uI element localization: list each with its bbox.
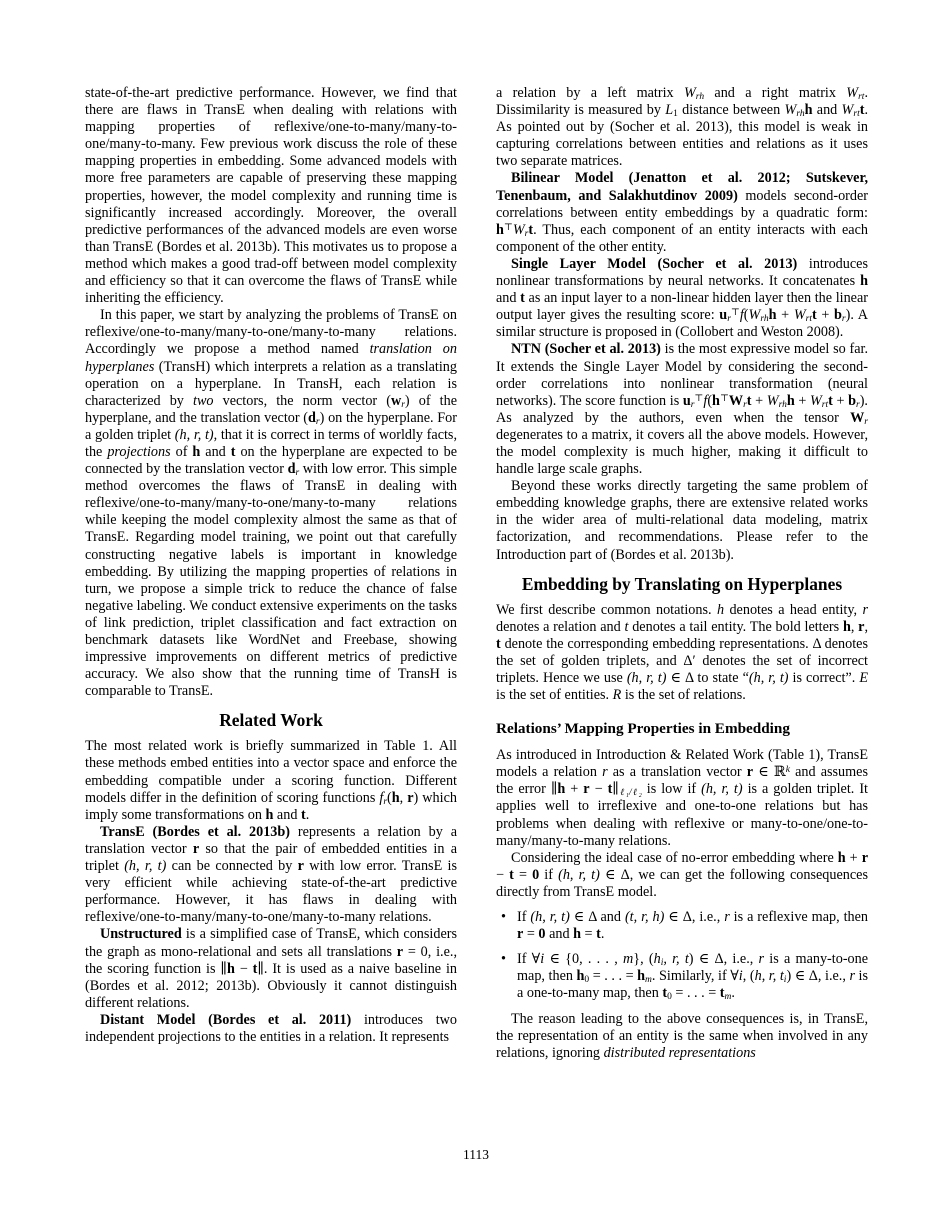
text-run: h: [391, 789, 400, 806]
text-run: rh: [778, 399, 787, 410]
text-run: ) on the hyperplane. For a golden triplet: [85, 409, 458, 443]
bullet-marker: •: [501, 951, 506, 968]
text-run: (h, r, t): [530, 909, 570, 926]
text-run: and: [812, 102, 842, 119]
text-run: r: [849, 968, 855, 985]
text-run: h: [557, 781, 566, 798]
text-run: on the hyperplane are expected to be connected by the translation vector: [85, 443, 457, 478]
text-run: , that it is correct in terms of worldly facts, the: [85, 426, 458, 460]
text-run: t: [828, 392, 833, 409]
text-run: h: [804, 102, 813, 119]
text-run: t: [624, 618, 629, 635]
text-run: and: [200, 443, 231, 460]
text-run: r: [727, 314, 731, 325]
text-run: ) of the hyperplane, and the translation vector (: [85, 392, 457, 426]
text-run: }, (: [633, 951, 654, 968]
text-run: ⊤: [694, 393, 704, 404]
text-run: t: [520, 290, 525, 307]
text-run: ∈ ℝ: [753, 764, 786, 781]
text-run: i: [660, 958, 664, 969]
text-run: represents a relation by a translation vector: [85, 823, 457, 857]
text-run: (: [743, 307, 749, 324]
text-run: (TransH) which interprets a relation as a translating operation on a hyperplane. In TransH, each relation is characterized by: [85, 358, 457, 409]
text-run: rt: [821, 399, 829, 410]
text-run: r: [861, 849, 868, 866]
paragraph: [85, 85, 457, 307]
text-run: is the set of relations.: [621, 687, 746, 704]
text-run: r: [841, 314, 846, 325]
text-run: two: [193, 392, 214, 409]
text-run: R: [612, 687, 622, 704]
text-run: Unstructured: [100, 926, 182, 943]
text-run: The reason leading to the above consequences is, in TransE, the representation of an entity is the same when involved in any relations, ignoring: [496, 1010, 868, 1061]
paragraph: [85, 307, 457, 700]
text-run: h: [573, 926, 581, 943]
text-run: state-of-the-art predictive performance. However, we find that there are flaws in TransE when dealing with relations with mapping properties of reflexive/one-to-many/many-to-one/many-to-many. Few previous work discuss the role of these mapping properties in embedding. Some advanced models with more free parameters are capable of preserving these mapping properties, however, the model complexity and running time is significantly increased accordingly. Moreover, the overall predictive performances of the advanced models are even worse than TransE (Bordes et al. 2013b). This motivates us to propose a method which makes a good trad-off between model complexity and efficiency so that it can overcome the flaws of TransE while inheriting the efficiency.: [85, 85, 457, 307]
text-run: ): [413, 789, 419, 806]
text-run: r: [690, 399, 695, 410]
text-run: , r, t: [663, 951, 689, 968]
text-run: t: [230, 443, 236, 460]
text-run: , (: [742, 968, 755, 985]
text-run: t: [746, 392, 752, 409]
text-run: can be connected by: [166, 858, 298, 875]
text-run: h: [637, 968, 646, 985]
text-run: m: [724, 992, 732, 1003]
text-run: ⊤: [719, 393, 729, 404]
text-run: . Thus, each component of an entity interacts with each component of the other entity.: [496, 221, 868, 255]
text-run: 0: [538, 926, 546, 943]
text-run: ∈ {0, . . . ,: [544, 951, 624, 968]
text-run: r: [758, 951, 765, 968]
text-run: r: [407, 789, 414, 806]
text-run: +: [794, 392, 810, 409]
text-run: rh: [760, 314, 769, 325]
text-run: t: [719, 985, 725, 1002]
text-run: models second-order correlations between entity embeddings by a quadratic form:: [496, 187, 869, 221]
text-run: 0: [584, 975, 590, 986]
text-run: (: [387, 789, 392, 806]
text-run: b: [834, 307, 842, 324]
text-run: ,: [399, 789, 408, 806]
text-run: Bilinear Model (Jenatton et al. 2012; Sutskever, Tenenbaum, and Salakhutdinov 2009): [496, 170, 868, 204]
text-run: ) ∈ Δ, i.e.,: [786, 968, 850, 985]
text-run: 0: [667, 992, 672, 1003]
text-run: is a one-to-many map, then: [517, 968, 869, 1002]
text-run: h: [837, 849, 846, 866]
text-run: t: [859, 102, 865, 119]
text-run: If ∀: [517, 951, 541, 968]
text-run: with low error. TransE is very efficient while achieving state-of-the-art predictive performance. However, it has flaws in dealing with reflexive/one-to-many/many-to-one/many-to-many relations.: [85, 858, 458, 926]
text-run: degenerates to a matrix, it covers all the above models. However, the model complexity is much higher, making it difficult to handle large scale graphs.: [496, 426, 868, 478]
text-run: h: [653, 951, 661, 968]
text-run: W: [850, 409, 865, 426]
text-run: +: [832, 392, 849, 409]
text-run: . Dissimilarity is measured by: [496, 85, 868, 119]
text-run: r: [602, 764, 608, 781]
section-heading: [496, 574, 868, 595]
text-run: Considering the ideal case of no-error embedding where: [511, 849, 838, 866]
text-run: (t, r, h): [624, 909, 665, 926]
text-run: ℓ₁/ℓ₂: [618, 788, 642, 799]
left-column: [85, 85, 457, 1046]
text-run: We first describe common notations.: [496, 601, 717, 618]
text-run: and assumes the error ∥: [496, 764, 868, 798]
text-run: .: [305, 806, 310, 823]
text-run: ∈ Δ, i.e.,: [664, 909, 725, 926]
text-run: +: [845, 849, 862, 866]
text-run: W: [748, 307, 761, 324]
text-run: h: [842, 618, 851, 635]
paragraph: [496, 85, 868, 170]
text-run: t: [496, 635, 501, 652]
page-number: 1113: [463, 1147, 489, 1162]
text-run: Beyond these works directly targeting the same problem of embedding knowledge graphs, there are extensive related works in the wider area of multi-relational data modeling, matrix factorization, and recommendations. Please refer to the Introduction part of (Bordes et al. 2013b).: [496, 478, 868, 563]
text-run: translation on hyperplanes: [85, 341, 457, 375]
paragraph: [496, 256, 868, 341]
text-run: (h, r, t): [701, 781, 743, 798]
text-run: As introduced in Introduction & Related Work (Table 1), TransE models a relation: [496, 747, 868, 781]
text-run: if: [539, 866, 559, 883]
text-run: t: [300, 806, 306, 823]
text-run: +: [751, 392, 767, 409]
text-run: r: [401, 399, 405, 410]
text-run: rh: [695, 92, 705, 103]
text-run: W: [809, 392, 822, 409]
text-run: In this paper, we start by analyzing the problems of TransE on reflexive/one-to-many/many-to-one/many-to-many relations. Accordingly we propose a method named: [85, 307, 457, 358]
right-column: [496, 85, 868, 1062]
text-run: so that the pair of embedded entities in a triplet: [85, 840, 457, 875]
text-run: t: [596, 926, 601, 943]
text-run: introduces two independent projections to the entities in a relation. It represents: [85, 1011, 457, 1045]
text-run: w: [390, 392, 402, 409]
text-run: rt: [805, 314, 812, 325]
text-run: ∈ Δ and: [569, 909, 625, 926]
text-run: W: [846, 85, 859, 101]
text-run: ∈ Δ to state “: [666, 670, 749, 686]
text-run: is correct”.: [788, 670, 860, 686]
text-run: Distant Model (Bordes et al. 2011): [100, 1011, 352, 1028]
text-run: i: [540, 951, 545, 968]
text-run: d: [308, 409, 316, 426]
text-run: u: [719, 307, 728, 324]
paragraph: [496, 478, 868, 563]
text-run: distance between: [677, 102, 785, 119]
text-run: L: [665, 102, 674, 119]
text-run: is low if: [641, 781, 702, 798]
text-run: m: [645, 975, 652, 986]
text-run: m: [623, 951, 634, 968]
text-run: and: [273, 806, 301, 823]
text-run: r: [864, 416, 868, 427]
text-run: The most related work is briefly summarized in Table 1. All these methods embed entities into a vector space and enforce the embedding compatible under a scoring function. Different models differ in the definition of scoring functions: [85, 738, 457, 806]
text-run: k: [785, 765, 790, 776]
text-run: r: [743, 399, 747, 410]
text-run: ) ∈ Δ, i.e.,: [688, 951, 759, 968]
paragraph: [496, 602, 868, 705]
text-run: a relation by a left matrix: [496, 85, 684, 101]
text-run: f: [703, 392, 708, 409]
text-run: r: [746, 764, 754, 781]
text-run: r: [583, 781, 590, 798]
text-run: as an input layer to a non-linear hidden layer then the linear output layer gives the resulting score:: [496, 290, 868, 324]
text-run: ∥. It is used as a naive baseline in (Bordes et al. 2012; 2013b). Obviously it cannot distinguish different relations.: [85, 960, 457, 1011]
paragraph: [85, 738, 457, 823]
text-run: =: [581, 926, 597, 943]
text-run: t: [662, 985, 668, 1002]
text-run: is a many-to-one map, then: [517, 951, 869, 985]
text-run: = 0, i.e., the scoring function is ∥: [85, 943, 457, 977]
text-run: ). As analyzed by the authors, even when the tensor: [496, 392, 868, 426]
text-run: rt: [858, 92, 865, 103]
text-run: r: [396, 943, 404, 960]
text-run: W: [512, 221, 525, 238]
bullet-item: [496, 909, 868, 943]
text-run: −: [234, 960, 253, 977]
text-run: =: [523, 926, 539, 943]
paragraph: [496, 341, 868, 478]
text-run: t: [607, 781, 613, 798]
text-run: vectors, the norm vector (: [213, 392, 391, 409]
text-run: denotes a tail entity. The bold letters: [628, 618, 843, 635]
text-run: +: [565, 781, 584, 798]
text-run: t: [811, 307, 817, 324]
paragraph: [496, 170, 868, 255]
text-run: t: [509, 866, 514, 883]
text-run: r: [315, 416, 320, 427]
text-run: and: [545, 926, 574, 943]
text-run: ∈ Δ, we can get the following consequences directly from TransE model.: [496, 866, 868, 900]
text-run: rt: [853, 109, 860, 120]
text-run: is a reflexive map, then: [729, 909, 869, 926]
text-run: h: [716, 601, 725, 618]
text-run: introduces nonlinear transformations by neural networks. It concatenates: [496, 255, 868, 290]
text-run: r: [856, 399, 860, 410]
text-run: ⊤: [503, 222, 513, 233]
text-run: (h, r, t): [174, 426, 214, 443]
text-run: h: [576, 968, 585, 985]
text-run: i: [783, 975, 787, 986]
text-run: which imply some transformations on: [85, 789, 457, 823]
text-run: denotes a head entity,: [724, 601, 863, 618]
text-run: −: [589, 781, 608, 798]
paragraph: [496, 850, 868, 901]
text-run: (: [707, 392, 713, 409]
text-run: = . . . =: [589, 968, 638, 985]
text-run: . As pointed out by (Socher et al. 2013), this model is weak in capturing correlations between entities and relations as it uses two separate matrices.: [496, 102, 868, 170]
text-run: i: [738, 968, 743, 985]
text-run: h: [860, 273, 868, 290]
text-run: denotes a relation and: [496, 618, 625, 635]
text-run: (h, r, t): [124, 858, 167, 875]
text-run: (h, r, t): [748, 670, 789, 686]
text-run: r: [295, 468, 300, 479]
text-run: NTN (Socher et al. 2013): [511, 341, 661, 358]
text-run: W: [728, 392, 744, 409]
text-run: ⊤: [730, 308, 740, 319]
text-run: f: [379, 789, 384, 806]
bullet-marker: •: [501, 909, 506, 926]
text-run: h: [786, 392, 795, 409]
text-run: t: [528, 221, 534, 238]
text-run: and: [496, 290, 521, 307]
text-run: . Similarly, if ∀: [651, 968, 739, 985]
paragraph: [85, 926, 457, 1011]
text-run: r: [724, 909, 730, 926]
text-run: t: [252, 960, 258, 977]
text-run: h: [712, 392, 720, 409]
text-run: r: [297, 858, 304, 875]
text-run: h: [226, 960, 235, 977]
subsection-heading: [496, 719, 868, 738]
text-run: Related Work: [219, 710, 323, 731]
text-run: f: [739, 307, 744, 324]
text-run: of: [170, 443, 193, 460]
text-run: and a right matrix: [704, 85, 847, 101]
text-run: .: [731, 985, 735, 1002]
text-run: Relations’ Mapping Properties in Embedding: [496, 720, 790, 738]
text-run: TransE (Bordes et al. 2013b): [100, 823, 291, 840]
text-run: 0: [532, 866, 540, 883]
text-run: r: [862, 601, 868, 618]
text-run: h: [496, 221, 504, 238]
text-run: ,: [850, 618, 859, 635]
text-run: ). A similar structure is proposed in (Collobert and Weston 2008).: [496, 307, 868, 341]
text-run: E: [859, 670, 868, 686]
text-run: r: [858, 618, 865, 635]
text-run: is a simplified case of TransE, which considers the graph as mono-relational and sets all translations: [85, 926, 457, 960]
text-run: Single Layer Model (Socher et al. 2013): [511, 255, 798, 272]
text-run: h: [192, 443, 201, 460]
text-run: as a translation vector: [607, 764, 747, 781]
text-run: h, r, t: [754, 968, 784, 985]
paragraph: [496, 747, 868, 850]
text-run: d: [287, 461, 296, 478]
text-run: W: [683, 85, 696, 101]
text-run: r: [517, 926, 524, 943]
bullet-item: [496, 951, 868, 1002]
text-run: with low error. This simple method overcomes the flaws of TransE in dealing with reflexive/one-to-many/many-to-one/many-to-many relations while keeping the model complexity almost the same as that of TransE. Regarding model training, we point out that carefully constructing negative labels is important in knowledge embedding. By utilizing the mapping properties of relations in turn, we propose a simple trick to reduce the chance of false negative labeling. We conduct extensive experiments on the tasks of link prediction, triplet classification and fact extraction on benchmark datasets like WordNet and Freebase, showing impressive improvements on different metrics of predictive accuracy. We also show that the running time of TransH is comparable to TransE.: [85, 461, 457, 700]
text-run: is a golden triplet. It applies well to irreflexive and one-to-one relations but has problems when dealing with reflexive or many-to-one/one-to-many/many-to-many relations.: [496, 781, 868, 849]
text-run: Embedding by Translating on Hyperplanes: [521, 573, 843, 594]
text-run: W: [793, 307, 806, 324]
text-run: h: [768, 307, 777, 324]
text-run: (h, r, t): [626, 670, 667, 686]
text-run: denote the corresponding embedding representations. Δ denotes the set of golden triplets, and Δ′ denotes the set of incorrect triplets. Hence we use: [496, 635, 868, 686]
text-run: distributed representations: [603, 1044, 756, 1061]
text-run: ∥: [612, 781, 619, 798]
section-heading: [85, 710, 457, 731]
text-run: rh: [796, 109, 805, 120]
text-run: .: [600, 926, 605, 943]
text-run: = . . . =: [671, 985, 720, 1002]
text-run: If: [517, 909, 531, 926]
text-run: 1: [673, 109, 678, 120]
text-run: is the most expressive model so far. It extends the Single Layer Model by considering the second-order correlations into nonlinear transformation (neural networks). The score function is: [496, 341, 868, 409]
text-run: W: [841, 102, 854, 119]
text-run: r: [383, 796, 388, 807]
text-run: (h, r, t): [558, 866, 600, 883]
text-run: u: [682, 392, 691, 409]
text-run: is the set of entities.: [496, 687, 613, 704]
paragraph: [496, 1011, 868, 1062]
text-run: r: [524, 228, 529, 239]
text-run: projections: [107, 443, 171, 460]
text-run: h: [265, 806, 274, 823]
text-run: ,: [864, 618, 868, 635]
paragraph: [85, 1012, 457, 1046]
text-run: r: [192, 840, 200, 857]
text-run: b: [848, 392, 856, 409]
paragraph: [85, 824, 457, 927]
text-run: +: [816, 307, 835, 324]
text-run: =: [513, 866, 533, 883]
text-run: −: [496, 866, 510, 883]
text-run: +: [776, 307, 794, 324]
text-run: W: [766, 392, 779, 409]
text-run: W: [784, 102, 797, 119]
